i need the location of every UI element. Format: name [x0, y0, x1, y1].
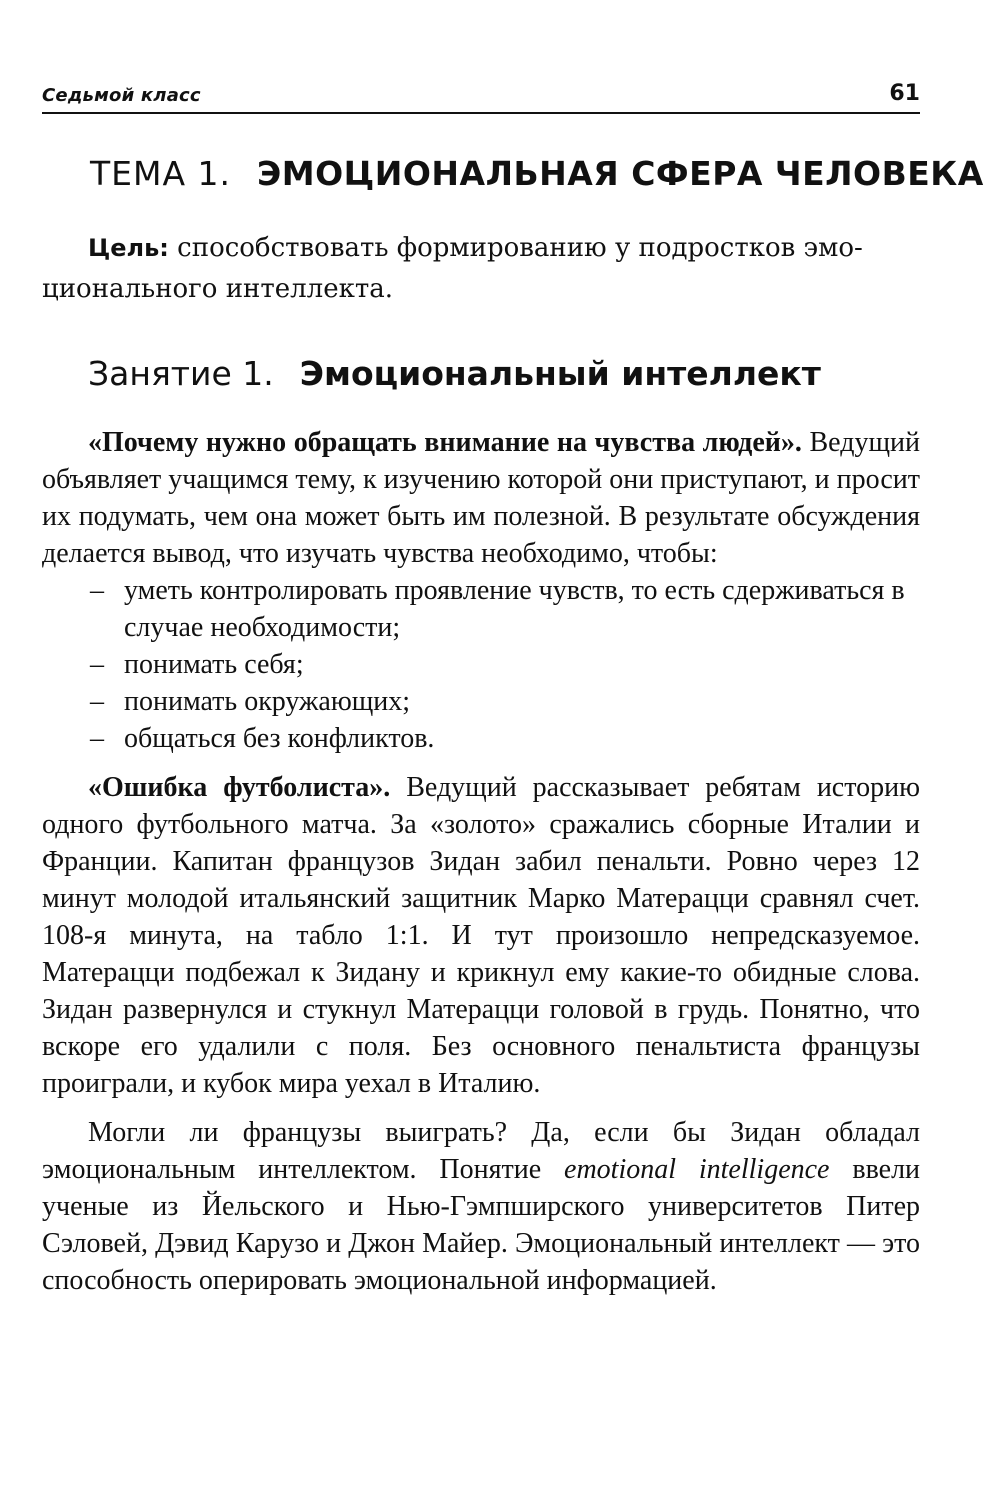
conclusion-text-after: ввели ученые из Йельского и Нью-Гэмпширского университетов Питер Сэловей, Дэвид Карузо и Джон Майер. Эмоциональный интеллект — это способность оперировать эмоциональной информацией. — [42, 1154, 921, 1296]
lesson-title: Эмоциональный интеллект — [299, 354, 821, 393]
running-head — [42, 78, 920, 114]
list-item: – уметь контролировать проявление чувств, то есть сдерживаться в случае необходимости; — [124, 572, 920, 646]
conclusion-paragraph — [42, 1114, 920, 1299]
theme-prefix: ТЕМА 1. — [90, 154, 232, 193]
goal-label: Цель: — [88, 234, 169, 262]
exercise1-paragraph — [42, 424, 920, 572]
conclusion-text-before: Могли ли французы выиграть? Да, если бы Зидан обладал эмоциональным интеллектом. Понятие — [42, 1117, 920, 1185]
exercise2-text: Ведущий рассказывает ребятам историю одного футбольного матча. За «золото» сражались сборные Италии и Франции. Капитан французов Зидан забил пенальти. Ровно через 12 минут молодой итальянский защитник Марко Матерацци сравнял счет. 108-я минута, на табло 1:1. И тут произошло непредсказуемое. Матерацци подбежал к Зидану и крикнул ему какие-то обидные слова. Зидан развернулся и стукнул Матерацци головой в грудь. Понятно, что вскоре его удалили с поля. Без основного пенальтиста французы проиграли, и кубок мира уехал в Италию. — [42, 772, 920, 1099]
list-item: – понимать себя; — [124, 646, 920, 683]
emotional-intelligence-term: emotional intelligence — [564, 1154, 830, 1185]
goal-text-line2: ционального интеллекта. — [42, 274, 393, 304]
exercise2-paragraph — [42, 769, 920, 1102]
body-text — [42, 424, 920, 1299]
list-item: – общаться без конфликтов. — [124, 720, 920, 757]
goal-statement — [42, 228, 920, 310]
feelings-list — [42, 572, 920, 757]
page-number: 61 — [889, 81, 920, 106]
theme-title: ЭМОЦИОНАЛЬНАЯ СФЕРА ЧЕЛОВЕКА — [257, 154, 984, 193]
goal-text-line1: способствовать формированию у подростков эмо- — [177, 233, 863, 263]
running-head-section: Седьмой класс — [42, 85, 201, 106]
lesson-prefix: Занятие 1. — [88, 354, 274, 393]
exercise1-title: «Почему нужно обращать внимание на чувства людей». — [88, 427, 802, 458]
list-item: – понимать окружающих; — [124, 683, 920, 720]
exercise1-text: Ведущий объявляет учащимся тему, к изучению которой они приступают, и просит их подумать, чем она может быть им полезной. В результате обсуждения делается вывод, что изучать чувства необходимо, чтобы: — [42, 427, 920, 569]
book-page — [42, 78, 984, 1299]
theme-heading — [42, 154, 984, 194]
exercise2-title: «Ошибка футболиста». — [88, 772, 391, 803]
lesson-heading — [42, 354, 920, 394]
